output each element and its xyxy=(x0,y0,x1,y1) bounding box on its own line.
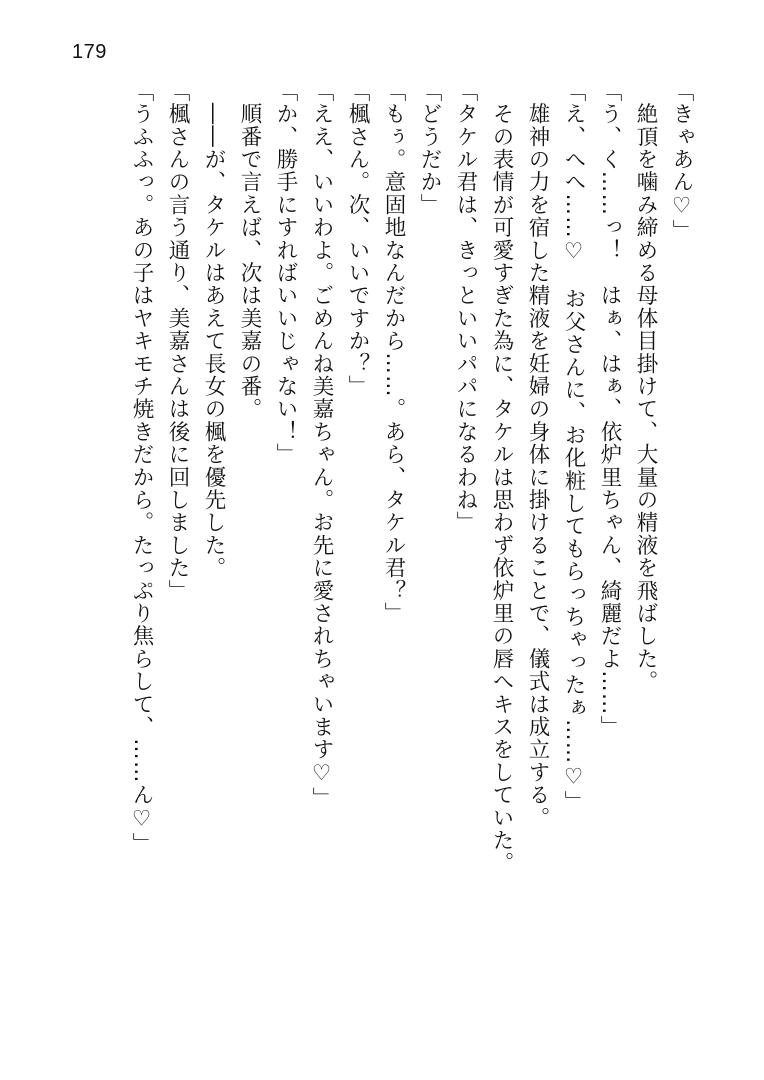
vertical-text-body xyxy=(68,80,696,1040)
text-line: その表情が可愛すぎた為に、タケルは思わず依炉里の唇へキスをしていた。 xyxy=(489,80,514,875)
text-line: 「もぅ。意固地なんだから……。あら、タケル君？」 xyxy=(381,80,406,625)
text-line: 「ええ、いいわよ。ごめんね美嘉ちゃん。お先に愛されちゃいます♡」 xyxy=(309,80,334,810)
text-line: 「きゃあん♡」 xyxy=(669,80,694,243)
text-line: 絶頂を噛み締める母体目掛けて、大量の精液を飛ばした。 xyxy=(633,80,658,693)
text-line: 「うふふっ。あの子はヤキモチ焼きだから。たっぷり焦らして、……ん♡」 xyxy=(129,80,154,856)
page-number: 179 xyxy=(72,41,107,63)
text-line: 「タケル君は、きっといいパパになるわね」 xyxy=(453,80,478,534)
text-line: 雄神の力を宿した精液を妊婦の身体に掛けることで、儀式は成立する。 xyxy=(525,80,550,830)
text-line: 「か、勝手にすればいいじゃない！」 xyxy=(273,80,298,466)
text-line: 「どうだか」 xyxy=(417,80,442,217)
text-line: ――が、タケルはあえて長女の楓を優先した。 xyxy=(201,80,226,580)
text-line: 「え、へへ……♡ お父さんに、お化粧してもらっちゃったぁ……♡」 xyxy=(561,80,586,814)
text-line: 「楓さん。次、いいですか？」 xyxy=(345,80,370,398)
text-line: 「う、く……っ！ はぁ、はぁ、依炉里ちゃん、綺麗だよ……」 xyxy=(597,80,622,739)
text-line: 順番で言えば、次は美嘉の番。 xyxy=(237,80,262,421)
text-line: 「楓さんの言う通り、美嘉さんは後に回しました」 xyxy=(165,80,190,603)
